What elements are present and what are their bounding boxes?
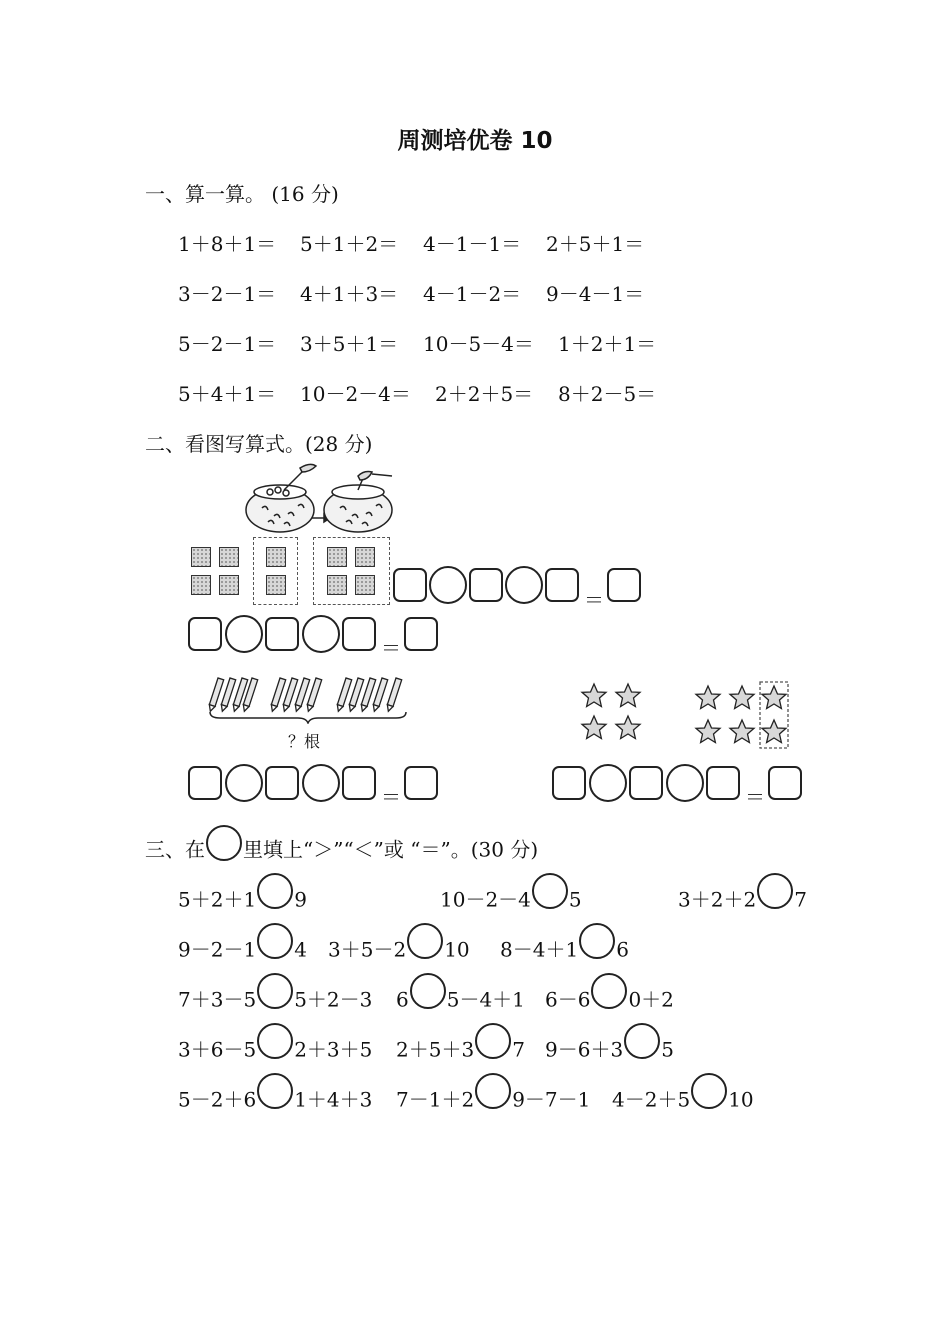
compare-circle-icon [206, 825, 242, 861]
pencils-label: ？根 [288, 732, 321, 751]
answer-box[interactable] [393, 568, 427, 602]
pencils-icon [206, 672, 412, 724]
equals-sign: ＝ [745, 785, 765, 809]
answer-box[interactable] [265, 617, 299, 651]
right-expr: 1＋4＋3 [294, 1087, 373, 1112]
answer-box[interactable] [768, 766, 802, 800]
answer-box[interactable] [342, 617, 376, 651]
exercise[interactable]: 10－2－4＝ [300, 382, 411, 406]
compare-circle[interactable] [691, 1073, 727, 1109]
compare-item [178, 933, 307, 969]
right-expr: 5－4＋1 [446, 987, 525, 1012]
equals-sign: ＝ [381, 785, 401, 809]
compare-item [500, 933, 629, 969]
exercise[interactable]: 2＋5＋1＝ [546, 232, 645, 256]
operator-circle[interactable] [589, 764, 627, 802]
square-block [327, 547, 347, 567]
compare-item [396, 983, 525, 1019]
compare-circle[interactable] [257, 973, 293, 1009]
exercise[interactable]: 3－2－1＝ [178, 282, 277, 306]
answer-box[interactable] [629, 766, 663, 800]
answer-box[interactable] [469, 568, 503, 602]
square-block [355, 547, 375, 567]
section1-heading: 一、算一算。 (16 分) [145, 182, 339, 206]
right-expr: 10 [728, 1087, 754, 1112]
compare-item [678, 883, 807, 919]
page-title: 周测培优卷 10 [397, 128, 553, 154]
square-block [266, 547, 286, 567]
operator-circle[interactable] [225, 764, 263, 802]
exercise[interactable]: 4－1－1＝ [423, 232, 522, 256]
left-expr: 7－1＋2 [396, 1087, 475, 1112]
square-block [191, 547, 211, 567]
exercise[interactable]: 9－4－1＝ [546, 282, 645, 306]
square-block [219, 547, 239, 567]
left-expr: 5＋2＋1 [178, 887, 257, 912]
right-expr: 7 [512, 1037, 525, 1062]
left-expr: 3＋5－2 [328, 937, 407, 962]
right-expr: 5＋2－3 [294, 987, 373, 1012]
left-expr: 8－4＋1 [500, 937, 579, 962]
right-expr: 9 [294, 887, 307, 912]
right-expr: 10 [444, 937, 470, 962]
operator-circle[interactable] [429, 566, 467, 604]
right-expr: 7 [794, 887, 807, 912]
answer-box[interactable] [188, 766, 222, 800]
compare-circle[interactable] [591, 973, 627, 1009]
compare-circle[interactable] [257, 1023, 293, 1059]
left-expr: 3＋2＋2 [678, 887, 757, 912]
right-expr: 4 [294, 937, 307, 962]
compare-item [396, 1033, 525, 1069]
left-expr: 7＋3－5 [178, 987, 257, 1012]
compare-circle[interactable] [475, 1023, 511, 1059]
compare-item [178, 1033, 372, 1069]
operator-circle[interactable] [225, 615, 263, 653]
square-block [266, 575, 286, 595]
exercise[interactable]: 1＋2＋1＝ [558, 332, 657, 356]
compare-circle[interactable] [475, 1073, 511, 1109]
exercise[interactable]: 2＋2＋5＝ [435, 382, 534, 406]
operator-circle[interactable] [302, 615, 340, 653]
left-expr: 6 [396, 987, 409, 1012]
answer-box[interactable] [404, 617, 438, 651]
compare-item [178, 883, 307, 919]
compare-circle[interactable] [757, 873, 793, 909]
compare-item [178, 1083, 372, 1119]
right-expr: 2＋3＋5 [294, 1037, 373, 1062]
exercise[interactable]: 1＋8＋1＝ [178, 232, 277, 256]
answer-box[interactable] [265, 766, 299, 800]
left-expr: 4－2＋5 [612, 1087, 691, 1112]
exercise[interactable]: 4－1－2＝ [423, 282, 522, 306]
compare-circle[interactable] [257, 923, 293, 959]
answer-box[interactable] [607, 568, 641, 602]
answer-box[interactable] [342, 766, 376, 800]
compare-circle[interactable] [257, 1073, 293, 1109]
section3-heading-post: 里填上“＞”“＜”或 “＝”。(30 分) [243, 837, 539, 862]
operator-circle[interactable] [505, 566, 543, 604]
left-expr: 6－6 [545, 987, 591, 1012]
exercise[interactable]: 3＋5＋1＝ [300, 332, 399, 356]
answer-box[interactable] [706, 766, 740, 800]
section2-heading: 二、看图写算式。(28 分) [145, 432, 373, 456]
square-block [191, 575, 211, 595]
answer-box[interactable] [188, 617, 222, 651]
right-expr: 9－7－1 [512, 1087, 591, 1112]
right-expr: 0＋2 [628, 987, 674, 1012]
left-expr: 10－2－4 [440, 887, 531, 912]
square-block [327, 575, 347, 595]
section3-heading [145, 833, 538, 869]
compare-item [178, 983, 372, 1019]
left-expr: 3＋6－5 [178, 1037, 257, 1062]
answer-box[interactable] [545, 568, 579, 602]
compare-item [396, 1083, 590, 1119]
exercise[interactable]: 8＋2－5＝ [558, 382, 657, 406]
operator-circle[interactable] [666, 764, 704, 802]
compare-circle[interactable] [624, 1023, 660, 1059]
left-expr: 2＋5＋3 [396, 1037, 475, 1062]
answer-box[interactable] [552, 766, 586, 800]
left-expr: 9－2－1 [178, 937, 257, 962]
compare-circle[interactable] [532, 873, 568, 909]
square-block [219, 575, 239, 595]
compare-item [612, 1083, 754, 1119]
section3-heading-pre: 三、在 [145, 837, 205, 862]
exercise[interactable]: 5－2－1＝ [178, 332, 277, 356]
compare-circle[interactable] [579, 923, 615, 959]
compare-circle[interactable] [257, 873, 293, 909]
exercise[interactable]: 5＋4＋1＝ [178, 382, 277, 406]
left-expr: 5－2＋6 [178, 1087, 257, 1112]
dashed-group-box [313, 537, 390, 605]
compare-item [440, 883, 582, 919]
pot-dumplings-icon [240, 462, 400, 538]
right-expr: 5 [568, 887, 582, 912]
equals-sign: ＝ [381, 636, 401, 660]
compare-item [545, 983, 674, 1019]
exercise[interactable]: 5＋1＋2＝ [300, 232, 399, 256]
operator-circle[interactable] [302, 764, 340, 802]
right-expr: 5 [661, 1037, 674, 1062]
right-expr: 6 [616, 937, 629, 962]
exercise[interactable]: 4＋1＋3＝ [300, 282, 399, 306]
exercise[interactable]: 10－5－4＝ [423, 332, 534, 356]
square-block [355, 575, 375, 595]
compare-item [545, 1033, 674, 1069]
compare-circle[interactable] [407, 923, 443, 959]
stars-icon [576, 680, 796, 750]
compare-item [328, 933, 470, 969]
compare-circle[interactable] [410, 973, 446, 1009]
left-expr: 9－6＋3 [545, 1037, 624, 1062]
answer-box[interactable] [404, 766, 438, 800]
equals-sign: ＝ [584, 588, 604, 612]
